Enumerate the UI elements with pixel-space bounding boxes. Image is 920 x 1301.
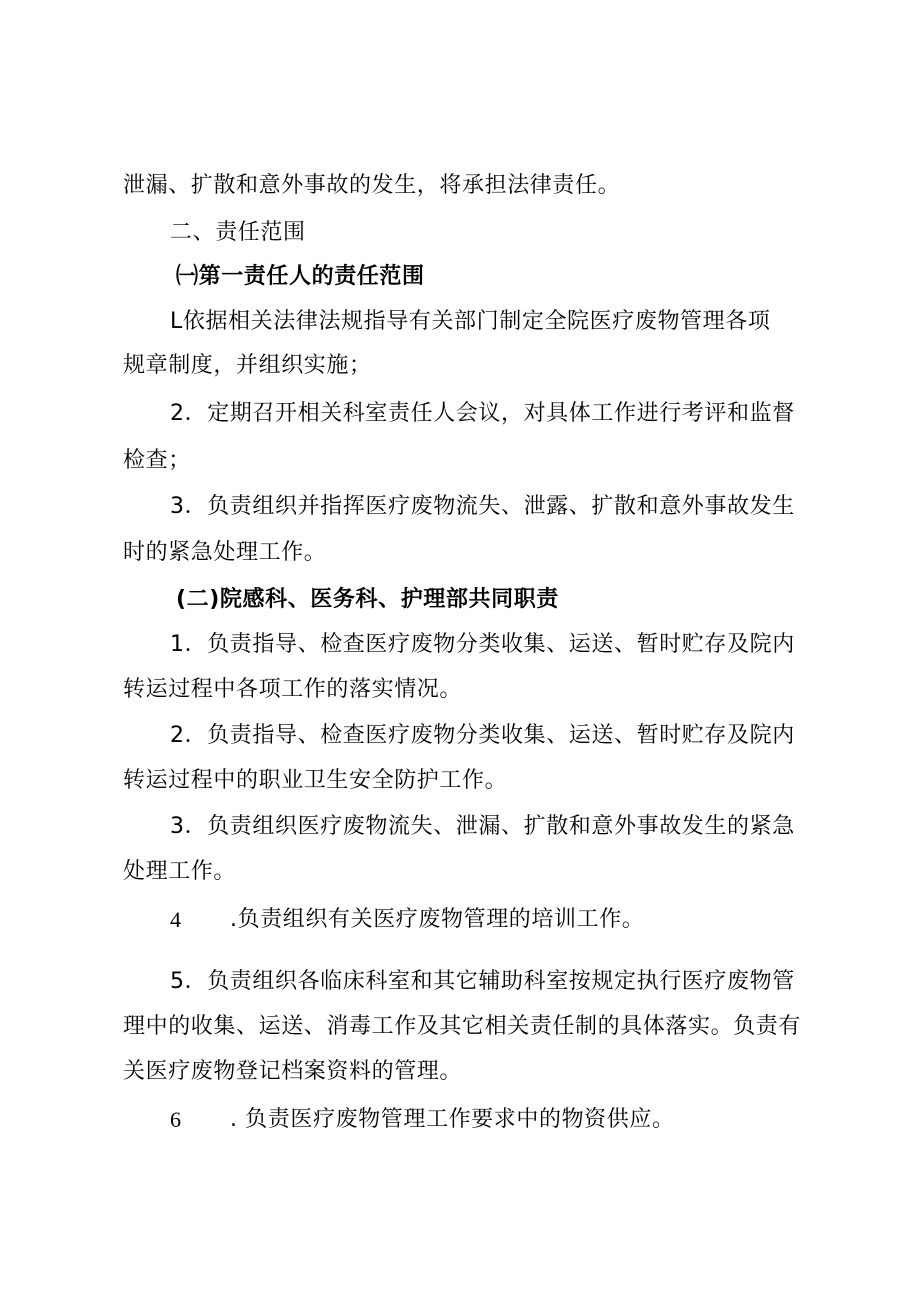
list-item-line: 3．负责组织医疗废物流失、泄漏、扩散和意外事故发生的紧急 [170,814,795,839]
list-item-line: 5．负责组织各临床科室和其它辅助科室按规定执行医疗废物管 [170,969,795,994]
subsection-heading: (二)院感科、医务科、护理部共同职责 [176,587,559,612]
list-item-line: 关医疗废物登记档案资料的管理。 [123,1059,463,1084]
list-item-line: 规章制度，并组织实施； [123,353,372,378]
list-item-line: 转运过程中各项工作的落实情况。 [123,677,463,702]
list-item-number: 6 [170,1107,182,1132]
list-item-line: 处理工作。 [123,859,237,884]
list-item-line: 2．定期召开相关科室责任人会议，对具体工作进行考评和监督 [170,401,795,426]
list-item-line: 时的紧急处理工作。 [123,540,327,565]
paragraph-line: 泄漏、扩散和意外事故的发生，将承担法律责任。 [123,173,621,198]
list-item-line: . 负责医疗废物管理工作要求中的物资供应。 [230,1107,675,1132]
list-item-number: 4 [170,907,182,932]
subsection-heading: ㈠第一责任人的责任范围 [176,264,425,289]
list-item-line: 2．负责指导、检查医疗废物分类收集、运送、暂时贮存及院内 [170,723,795,748]
list-item-line: 1．负责指导、检查医疗废物分类收集、运送、暂时贮存及院内 [170,632,795,657]
list-item-line: 检查； [123,448,191,473]
list-item-line: L依据相关法律法规指导有关部门制定全院医疗废物管理各项 [170,309,771,334]
list-item-line: .负责组织有关医疗废物管理的培训工作。 [230,907,645,932]
list-item-line: 3．负责组织并指挥医疗废物流失、泄露、扩散和意外事故发生 [170,494,795,519]
list-item-line: 转运过程中的职业卫生安全防护工作。 [123,768,508,793]
list-item-line: 理中的收集、运送、消毒工作及其它相关责任制的具体落实。负责有 [123,1014,802,1039]
section-heading: 二、责任范围 [170,220,306,245]
